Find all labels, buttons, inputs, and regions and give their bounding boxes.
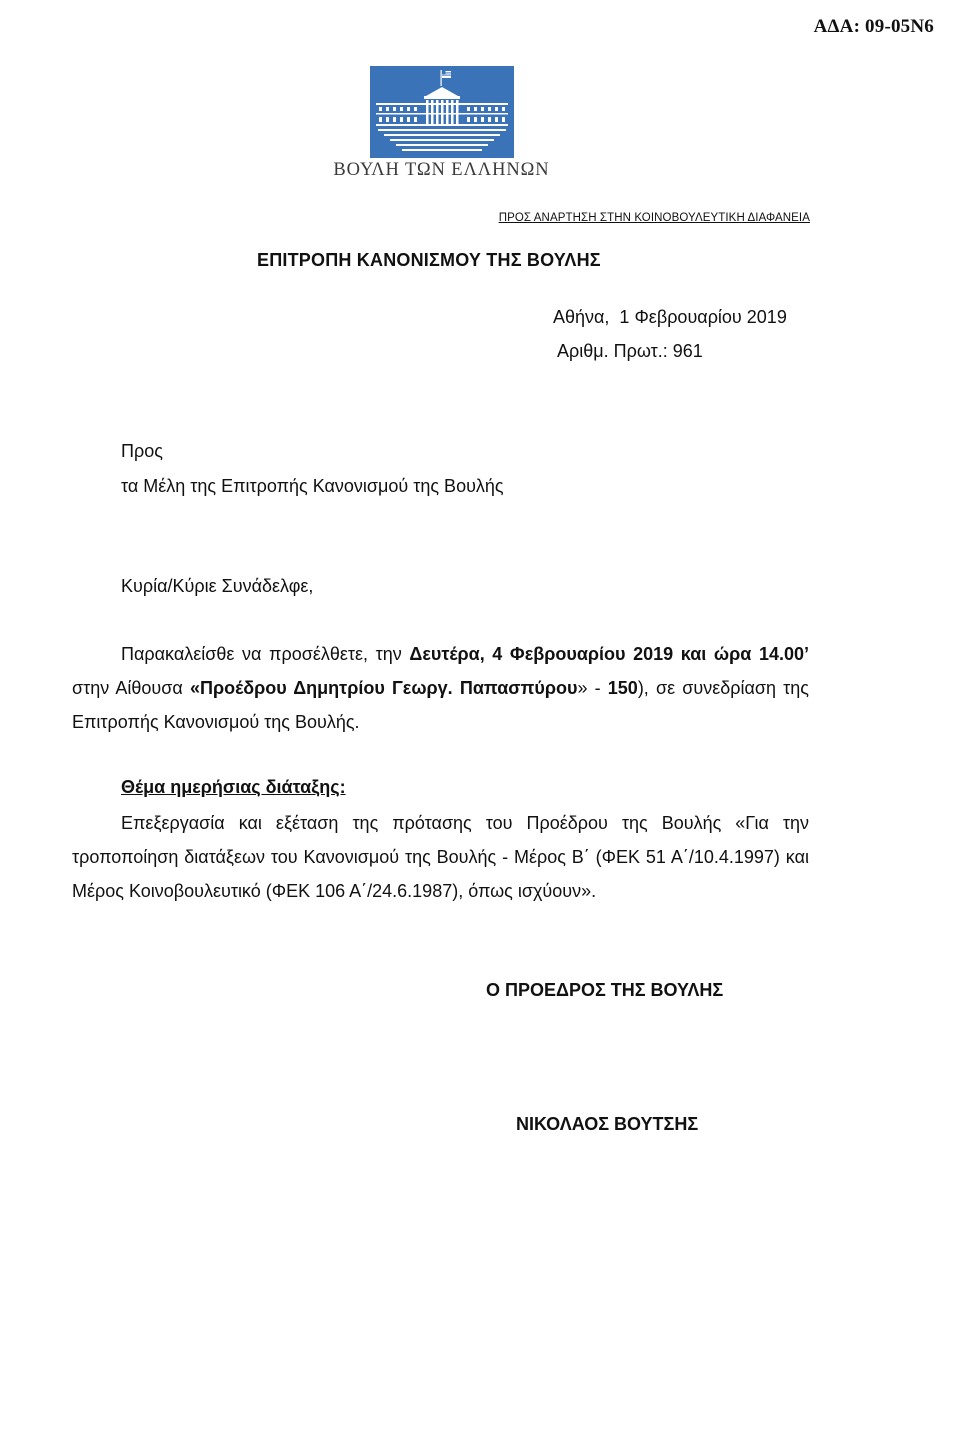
- signatory-name: ΝΙΚΟΛΑΟΣ ΒΟΥΤΣΗΣ: [516, 1114, 699, 1134]
- agenda-text: Επεξεργασία και εξέταση της πρότασης του Προέδρου της Βουλής «Για την τροποποίηση διατάξεων του Κανονισμού της Βουλής - Μέρος Β΄ (ΦΕΚ 51 Α΄/10.4.1997) και Μέρος Κοινοβουλευτικό (ΦΕΚ 106 Α΄/24.6.1987), όπως ισχύουν».: [72, 813, 809, 901]
- protocol-number: Αριθμ. Πρωτ.: 961: [557, 341, 703, 361]
- organization-name: ΒΟΥΛΗ ΤΩΝ ΕΛΛΗΝΩΝ: [333, 160, 550, 180]
- invitation-paragraph: [72, 637, 809, 739]
- parliament-building-logo: [370, 66, 514, 158]
- meeting-date-time: Δευτέρα, 4 Φεβρουαρίου 2019 και ώρα 14.00’: [409, 644, 809, 664]
- meeting-room-number: 150: [607, 678, 638, 698]
- agenda-heading: Θέμα ημερήσιας διάταξης:: [121, 777, 346, 797]
- meeting-room-name: «Προέδρου Δημητρίου Γεωργ. Παπασπύρου: [189, 678, 578, 698]
- salutation: Κυρία/Κύριε Συνάδελφε,: [121, 576, 314, 596]
- invitation-text-1: Παρακαλείσθε να προσέλθετε, την: [121, 644, 410, 664]
- invitation-text-2: στην Αίθουσα: [72, 678, 190, 698]
- ada-code: ΑΔΑ: 09-05Ν6: [813, 16, 934, 37]
- recipient-label: Προς: [121, 441, 163, 461]
- invitation-text-4: ), σε συνεδρίαση της Επιτροπής Κανονισμού της Βουλής.: [72, 678, 809, 732]
- committee-title: ΕΠΙΤΡΟΠΗ ΚΑΝΟΝΙΣΜΟΥ ΤΗΣ ΒΟΥΛΗΣ: [257, 250, 601, 270]
- date-line: Αθήνα, 1 Φεβρουαρίου 2019: [553, 307, 787, 327]
- recipient-text: τα Μέλη της Επιτροπής Κανονισμού της Βουλής: [121, 476, 504, 496]
- signatory-title: Ο ΠΡΟΕΔΡΟΣ ΤΗΣ ΒΟΥΛΗΣ: [486, 980, 724, 1000]
- invitation-text-3: » -: [577, 678, 608, 698]
- posting-note: ΠΡΟΣ ΑΝΑΡΤΗΣΗ ΣΤΗΝ ΚΟΙΝΟΒΟΥΛΕΥΤΙΚΗ ΔΙΑΦΑΝΕΙΑ: [498, 212, 810, 224]
